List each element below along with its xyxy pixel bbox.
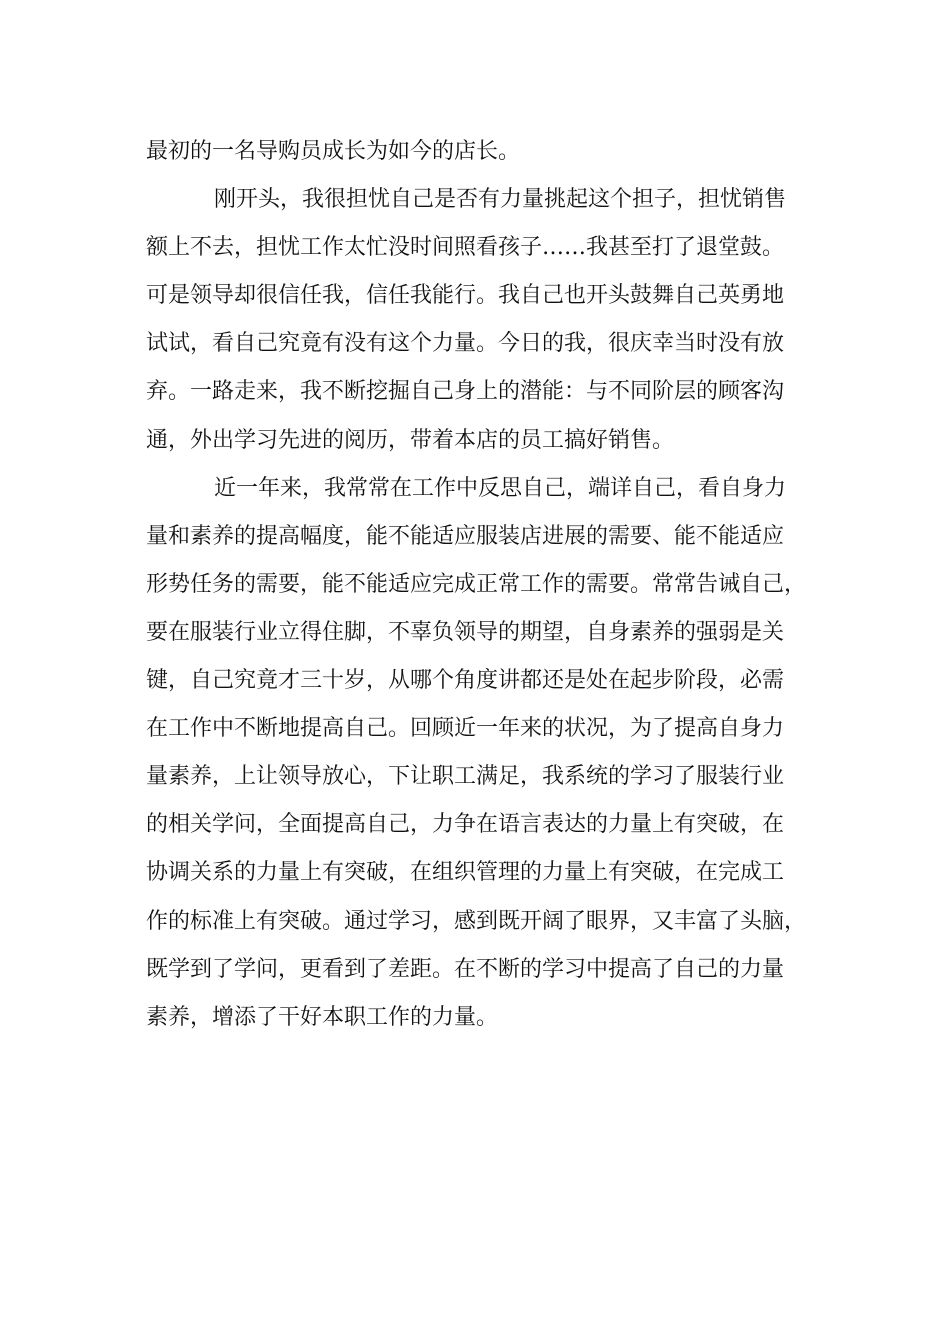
text-line: 弃。一路走来，我不断挖掘自己身上的潜能：与不同阶层的顾客沟 — [146, 379, 785, 405]
text-line: 可是领导却很信任我，信任我能行。我自己也开头鼓舞自己英勇地 — [146, 283, 785, 309]
text-line: 试试，看自己究竟有没有这个力量。今日的我，很庆幸当时没有放 — [146, 331, 785, 357]
text-line: 的相关学问，全面提高自己，力争在语言表达的力量上有突破，在 — [146, 812, 785, 838]
text-line: 量素养，上让领导放心，下让职工满足，我系统的学习了服装行业 — [146, 764, 785, 790]
text-line: 要在服装行业立得住脚，不辜负领导的期望，自身素养的强弱是关 — [146, 619, 785, 645]
text-line: 额上不去，担忧工作太忙没时间照看孩子……我甚至打了退堂鼓。 — [146, 235, 785, 261]
text-line: 形势任务的需要，能不能适应完成正常工作的需要。常常告诫自己， — [146, 571, 807, 597]
text-line: 既学到了学问，更看到了差距。在不断的学习中提高了自己的力量 — [146, 956, 785, 982]
text-line: 协调关系的力量上有突破，在组织管理的力量上有突破，在完成工 — [146, 860, 785, 886]
text-line: 刚开头，我很担忧自己是否有力量挑起这个担子，担忧销售 — [214, 187, 787, 213]
text-line: 作的标准上有突破。通过学习，感到既开阔了眼界，又丰富了头脑， — [146, 908, 807, 934]
text-line: 通，外出学习先进的阅历，带着本店的员工搞好销售。 — [146, 427, 675, 453]
text-line: 量和素养的提高幅度，能不能适应服装店进展的需要、能不能适应 — [146, 523, 785, 549]
document-body — [146, 128, 818, 1042]
text-line: 近一年来，我常常在工作中反思自己，端详自己，看自身力 — [214, 475, 787, 501]
text-line: 键，自己究竟才三十岁，从哪个角度讲都还是处在起步阶段，必需 — [146, 668, 785, 694]
text-line: 在工作中不断地提高自己。回顾近一年来的状况，为了提高自身力 — [146, 716, 785, 742]
text-line: 素养，增添了干好本职工作的力量。 — [146, 1004, 499, 1030]
text-line: 最初的一名导购员成长为如今的店长。 — [146, 139, 521, 164]
